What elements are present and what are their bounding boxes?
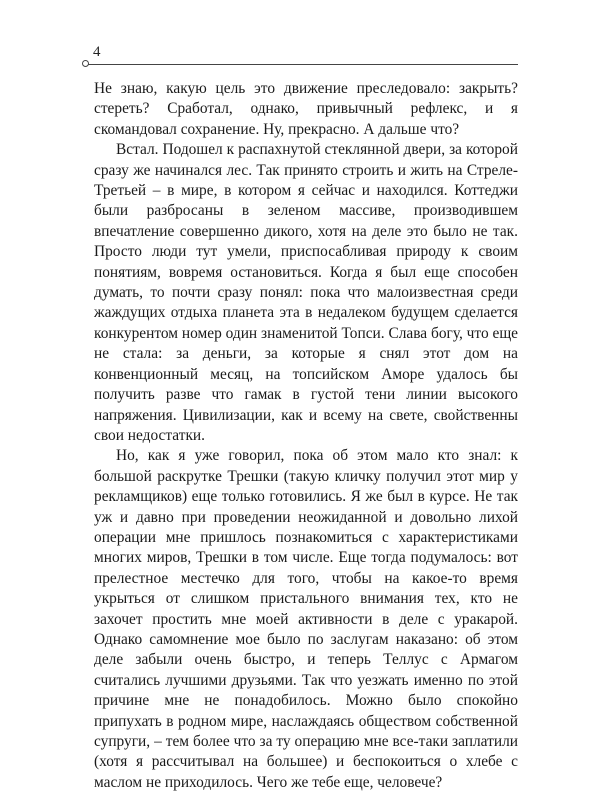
paragraph: Встал. Подошел к распахнутой стеклянной двери, за которой сразу же начинался лес. Так принято строить и жить на Стреле-Третьей – в мире, в котором я сейчас и находился. Коттеджи были разбросаны в зеленом массиве, производившем впечатление совершенно дикого, хотя на деле это было не так. Просто люди тут умели, приспосабливая природу к своим понятиям, вовремя остановиться. Когда я был еще способен думать, то почти сразу понял: пока что малоизвестная среди жаждущих отдыха планета эта в недалеком будущем сделается конкурентом номер один знаменитой Топси. Слава богу, что еще не стала: за деньги, за которые я снял этот дом на конвенционный месяц, на топсийском Аморе удалось бы получить разве что гамак в густой тени линии высокого напряжения. Цивилизации, как и всему на свете, свойственны свои недостатки. [94,141,518,444]
header-rule [88,64,518,65]
paragraph: Но, как я уже говорил, пока об этом мало кто знал: к большой раскрутке Трешки (такую кличку получил этот мир у рекламщиков) еще только готовились. Я же был в курсе. Не так уж и давно при проведении неожиданной и довольно лихой операции мне пришлось познакомиться с характеристиками многих миров, Трешки в том числе. Еще тогда подумалось: вот прелестное местечко для того, чтобы на какое-то время укрыться от слишком пристального внимания тех, кто не захочет простить мне моей активности в деле с уракарой. Однако самомнение мое было по заслугам наказано: об этом деле забыли очень быстро, и теперь Теллус с Армагом считались лучшими друзьями. Так что уезжать именно по этой причине мне не понадобилось. Можно было спокойно припухать в родном мире, наслаждаясь обществом собственной супруги, – тем более что за ту операцию мне все-таки заплатили (хотя я рассчитывал на большее) и беспокоиться о хлебе с маслом не приходилось. Чего же тебе еще, человече? [94,447,518,791]
text-body [94,79,518,793]
paragraph: Не знаю, какую цель это движение преследовало: закрыть? стереть? Сработал, однако, привычный рефлекс, и я скомандовал сохранение. Ну, прекрасно. А дальше что? [94,80,518,138]
page-number: 4 [93,44,101,60]
